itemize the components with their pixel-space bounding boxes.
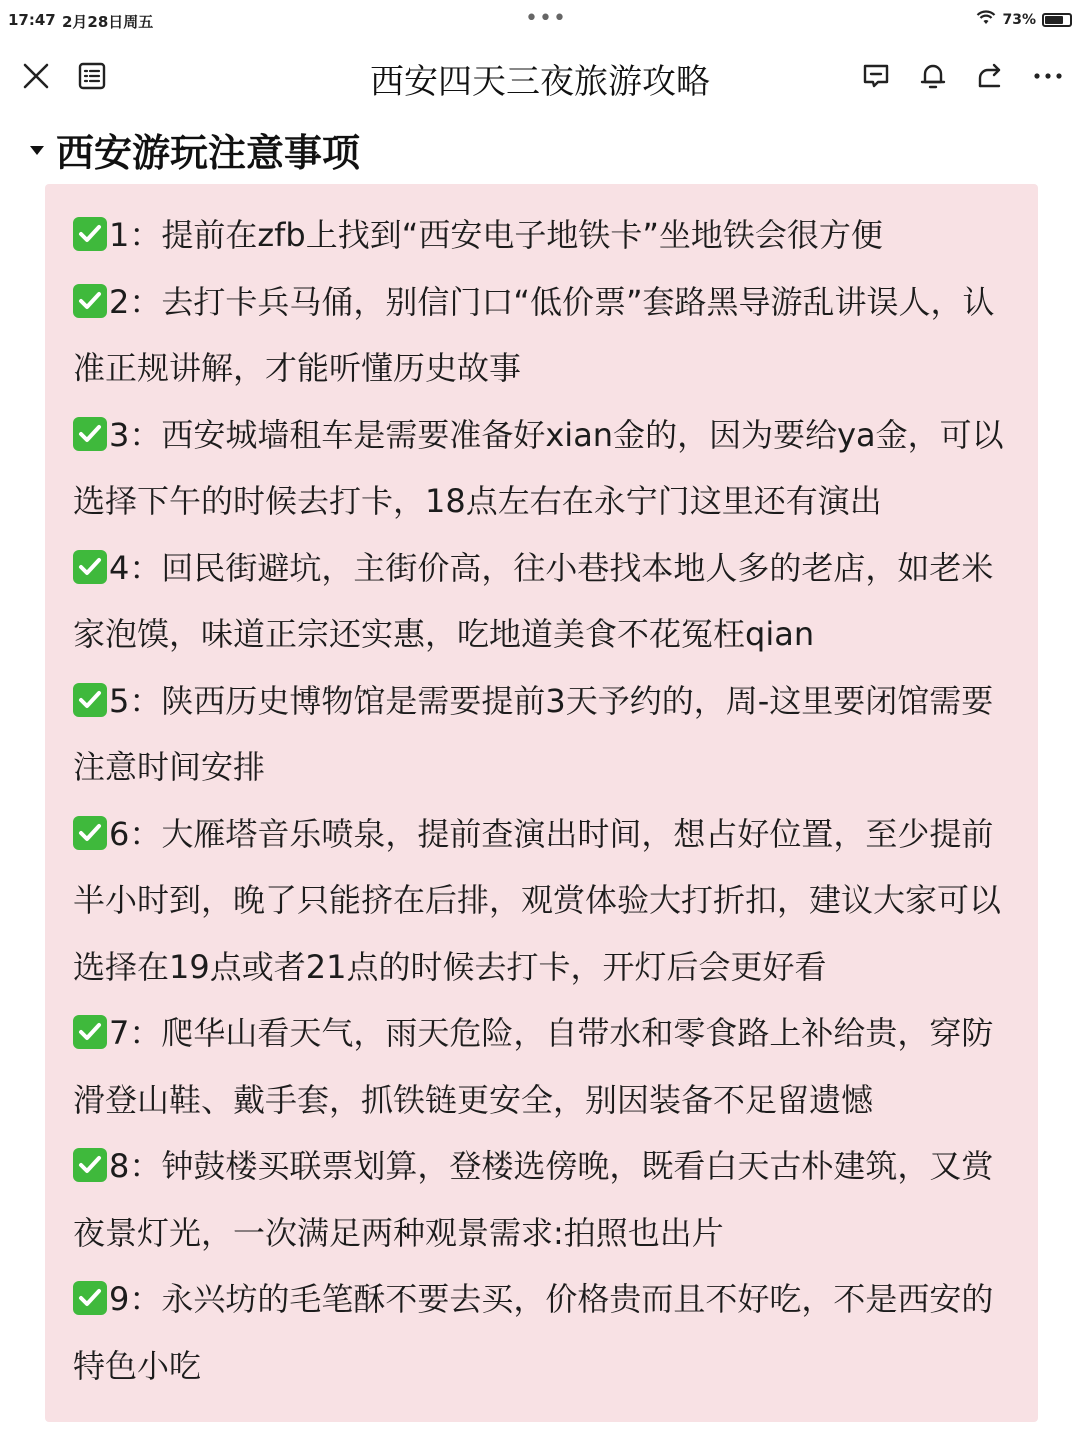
note-item: [73, 668, 1008, 801]
status-time: 17:47: [8, 11, 56, 29]
comment-icon: [861, 61, 891, 91]
share-button[interactable]: [968, 46, 1012, 106]
comment-button[interactable]: [854, 46, 898, 106]
check-mark-icon: [73, 550, 107, 584]
note-text: 1：提前在zfb上找到“西安电子地铁卡”坐地铁会很方便: [109, 216, 883, 254]
check-mark-icon: [73, 417, 107, 451]
note-text: 4：回民街避坑，主街价高，往小巷找本地人多的老店，如老米家泡馍，味道正宗还实惠，吃地道美食不花冤枉qian: [73, 548, 994, 653]
check-mark-icon: [73, 1281, 107, 1315]
note-text: 6：大雁塔音乐喷泉，提前查演出时间，想占好位置，至少提前半小时到，晚了只能挤在后排，观赏体验大打折扣，建议大家可以选择在19点或者21点的时候去打卡，开灯后会更好看: [73, 814, 1002, 986]
note-text: 2：去打卡兵马俑，别信门口“低价票”套路黑导游乱讲误人，认准正规讲解，才能听懂历史故事: [73, 282, 995, 387]
multitask-dots[interactable]: •••: [525, 6, 567, 31]
battery-fill: [1045, 16, 1063, 24]
battery-icon: [1042, 13, 1072, 27]
toolbar: [0, 46, 1080, 110]
document-title: 西安四天三夜旅游攻略: [370, 62, 710, 102]
note-item: [73, 801, 1008, 1001]
notification-button[interactable]: [911, 46, 955, 106]
wifi-icon: [976, 10, 996, 30]
note-text: 3：西安城墙租车是需要准备好xian金的，因为要给ya金，可以选择下午的时候去打卡，18点左右在永宁门这里还有演出: [73, 415, 1004, 520]
battery-percent: 73%: [1002, 12, 1036, 28]
check-mark-icon: [73, 683, 107, 717]
check-mark-icon: [73, 1148, 107, 1182]
status-bar: [0, 0, 1080, 40]
share-icon: [975, 61, 1005, 91]
note-item: [73, 269, 1008, 402]
note-item: [73, 535, 1008, 668]
note-item: [73, 202, 1008, 269]
note-item: [73, 1266, 1008, 1399]
notes-box: [45, 184, 1038, 1422]
check-mark-icon: [73, 816, 107, 850]
check-mark-icon: [73, 1015, 107, 1049]
collapse-caret-icon[interactable]: [30, 146, 44, 155]
note-text: 9：永兴坊的毛笔酥不要去买，价格贵而且不好吃，不是西安的特色小吃: [73, 1280, 994, 1385]
note-item: [73, 1000, 1008, 1133]
status-right: [976, 10, 1072, 30]
check-mark-icon: [73, 284, 107, 318]
bell-icon: [918, 61, 948, 91]
section-heading-text: 西安游玩注意事项: [56, 130, 361, 175]
note-text: 5：陕西历史博物馆是需要提前3天予约的，周-这里要闭馆需要注意时间安排: [73, 681, 994, 786]
note-item: [73, 1133, 1008, 1266]
status-date: 2月28日周五: [62, 13, 154, 31]
note-text: 8：钟鼓楼买联票划算，登楼选傍晚，既看白天古朴建筑，又赏夜景灯光，一次满足两种观景需求:拍照也出片: [73, 1147, 994, 1252]
note-item: [73, 402, 1008, 535]
check-mark-icon: [73, 217, 107, 251]
note-text: 7：爬华山看天气，雨天危险，自带水和零食路上补给贵，穿防滑登山鞋、戴手套，抓铁链更安全，别因装备不足留遗憾: [73, 1014, 994, 1119]
more-button[interactable]: [1024, 46, 1072, 106]
more-icon: [1032, 61, 1064, 91]
section-heading[interactable]: [30, 124, 360, 174]
